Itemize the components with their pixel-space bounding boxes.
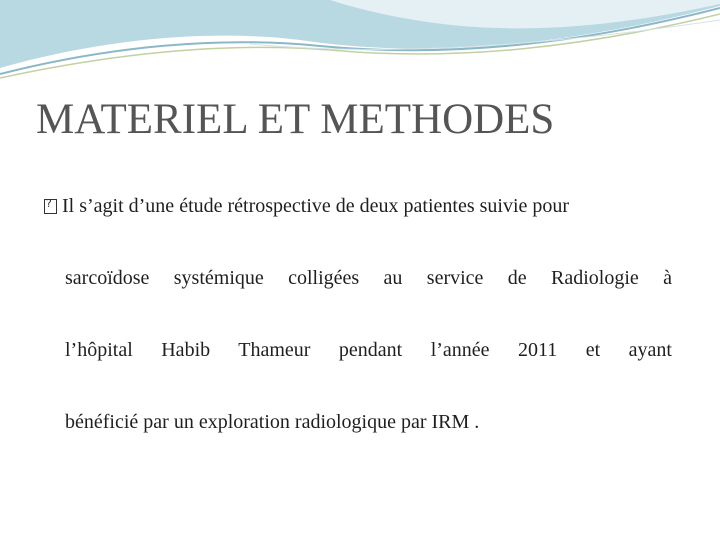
bullet-line-1: Il s’agit d’une étude rétrospective de deux patientes suivie pour — [62, 194, 570, 217]
bullet-line-3: l’hôpital Habib Thameur pendant l’année 2011 et ayant — [65, 339, 672, 361]
bullet-item — [44, 188, 672, 224]
header-wave-decoration — [0, 0, 720, 90]
slide-title: MATERIEL ET METHODES — [36, 96, 555, 143]
slide-body — [44, 188, 672, 440]
missing-glyph-bullet-icon — [44, 199, 57, 214]
bullet-line-2: sarcoïdose systémique colligées au service de Radiologie à — [65, 267, 672, 289]
bullet-line-4: bénéficié par un exploration radiologique par IRM . — [65, 411, 480, 433]
